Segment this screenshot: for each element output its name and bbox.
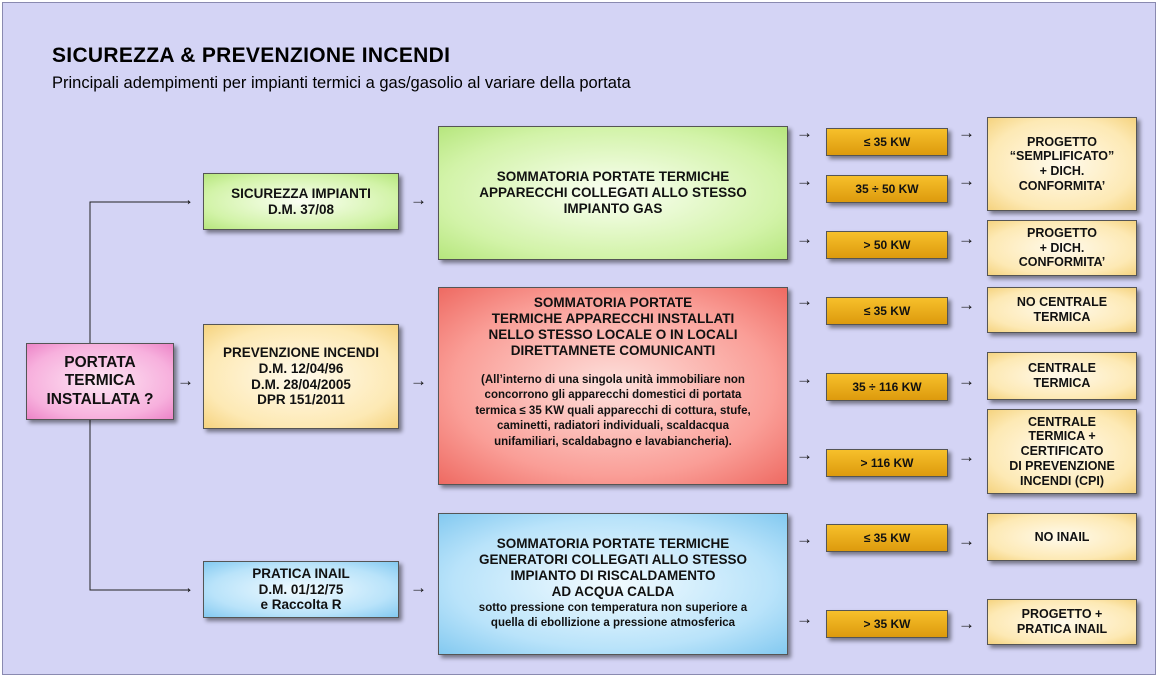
note-line: unifamiliari, scaldabagno e lavabiancheria). [494,435,732,448]
threshold-fire-35-116 [826,373,948,401]
sum-line: SOMMATORIA PORTATE TERMICHE [496,536,730,552]
arrow-icon: → [410,190,427,209]
sum-note [475,373,750,451]
threshold-label: > 35 KW [863,616,911,631]
root-line: TERMICA [64,372,136,390]
threshold-label: ≤ 35 KW [863,303,911,318]
result-progetto-semplificato [987,117,1137,211]
category-pratica-inail [203,561,399,618]
arrow-icon: → [796,609,813,628]
arrow-icon: → [796,171,813,190]
category-line: SICUREZZA IMPIANTI [231,185,371,201]
sum-impianto-gas [438,126,788,260]
note-line: concorrono gli apparecchi domestici di portata [484,389,742,402]
result-line: NO INAIL [1034,529,1090,544]
result-line: “SEMPLIFICATO” [1009,149,1115,164]
sum-line: SOMMATORIA PORTATE [533,295,693,310]
sum-line: IMPIANTO GAS [563,200,663,216]
connector-root-to-inail [90,420,190,590]
connector-root-to-sicurezza [90,202,190,343]
arrow-icon: → [177,578,194,597]
page-subtitle: Principali adempimenti per impianti termici a gas/gasolio al variare della portata [52,74,631,92]
result-line: DI PREVENZIONE [1009,458,1115,473]
category-line: DPR 151/2011 [257,392,345,408]
result-line: TERMICA [1033,376,1091,390]
threshold-label: 35 ÷ 116 KW [852,379,922,394]
result-line: + DICH. [1039,240,1085,255]
sum-line: TERMICHE APPARECCHI INSTALLATI [491,310,735,326]
threshold-label: 35 ÷ 50 KW [855,181,919,196]
arrow-icon: → [410,578,427,597]
arrow-icon: → [410,371,427,390]
arrow-icon: → [796,123,813,142]
result-line: NO CENTRALE [1016,295,1108,310]
sum-line: AD ACQUA CALDA [551,583,675,599]
arrow-icon: → [177,190,194,209]
arrow-icon: → [796,229,813,248]
arrow-icon: → [796,369,813,388]
result-line: CENTRALE [1027,361,1097,376]
threshold-fire-gt116 [826,449,948,477]
note-line: (All’interno di una singola unità immobiliare non [481,373,745,386]
result-line: CONFORMITA’ [1018,178,1106,193]
threshold-fire-le35 [826,297,948,325]
arrow-icon: → [796,445,813,464]
result-line: CONFORMITA’ [1018,255,1106,270]
arrow-icon: → [958,614,975,633]
threshold-label: > 50 KW [863,237,911,252]
arrow-icon: → [796,529,813,548]
category-line: e Raccolta R [260,597,342,613]
sum-line: DIRETTAMNETE COMUNICANTI [510,342,716,358]
sum-stesso-locale [438,287,788,485]
category-line: D.M. 28/04/2005 [251,376,351,392]
threshold-label: ≤ 35 KW [863,134,911,149]
category-line: D.M. 12/04/96 [258,360,344,376]
sum-line: IMPIANTO DI RISCALDAMENTO [510,567,716,583]
sum-line: NELLO STESSO LOCALE O IN LOCALI [488,326,738,342]
category-line: PRATICA INAIL [252,565,350,581]
result-line: PRATICA INAIL [1016,622,1108,636]
category-line: D.M. 37/08 [267,201,335,217]
sum-line: APPARECCHI COLLEGATI ALLO STESSO [479,185,747,201]
result-line: CERTIFICATO [1020,444,1104,459]
result-line: PROGETTO + [1021,607,1103,622]
arrow-icon: → [958,229,975,248]
note-line: termica ≤ 35 KW quali apparecchi di cottura, stufe, [475,404,751,417]
note-line: caminetti, radiatori individuali, scaldacqua [497,420,729,433]
result-line: + DICH. [1039,164,1085,178]
sum-riscaldamento [438,513,788,655]
threshold-gas-gt50 [826,231,948,259]
arrow-icon: → [958,171,975,190]
arrow-icon: → [958,531,975,550]
category-line: D.M. 01/12/75 [258,581,344,597]
result-pratica-inail [987,599,1137,645]
root-line: INSTALLATA ? [46,390,154,408]
result-line: TERMICA + [1028,429,1096,444]
threshold-inail-gt35 [826,610,948,638]
threshold-label: ≤ 35 KW [863,530,911,545]
sum-line: SOMMATORIA PORTATE TERMICHE [496,169,730,185]
result-line: PROGETTO [1027,225,1097,240]
result-centrale-termica [987,352,1137,400]
threshold-inail-le35 [826,524,948,552]
category-line: PREVENZIONE INCENDI [222,344,380,360]
threshold-label: > 116 KW [860,455,914,470]
result-progetto-dich [987,220,1137,276]
result-line: INCENDI (CPI) [1019,473,1105,488]
arrow-icon: → [796,291,813,310]
sum-note [479,601,747,632]
result-line: TERMICA [1033,310,1091,324]
arrow-icon: → [958,123,975,142]
arrow-icon: → [958,295,975,314]
category-sicurezza-impianti [203,173,399,230]
result-centrale-cpi [987,409,1137,494]
arrow-icon: → [958,371,975,390]
note-line: sotto pressione con temperatura non superiore a [478,601,748,614]
threshold-gas-le35 [826,128,948,156]
result-no-inail [987,513,1137,561]
result-line: PROGETTO [1027,134,1097,149]
arrow-icon: → [177,371,194,390]
root-line: PORTATA [64,354,136,372]
result-line: CENTRALE [1027,414,1097,429]
result-no-centrale [987,287,1137,333]
sum-line: GENERATORI COLLEGATI ALLO STESSO [478,552,747,568]
root-node [26,343,174,420]
note-line: quella di ebollizione a pressione atmosferica [490,617,736,630]
category-prevenzione-incendi [203,324,399,429]
threshold-gas-35-50 [826,175,948,203]
page-title: SICUREZZA & PREVENZIONE INCENDI [52,44,451,67]
arrow-icon: → [958,447,975,466]
